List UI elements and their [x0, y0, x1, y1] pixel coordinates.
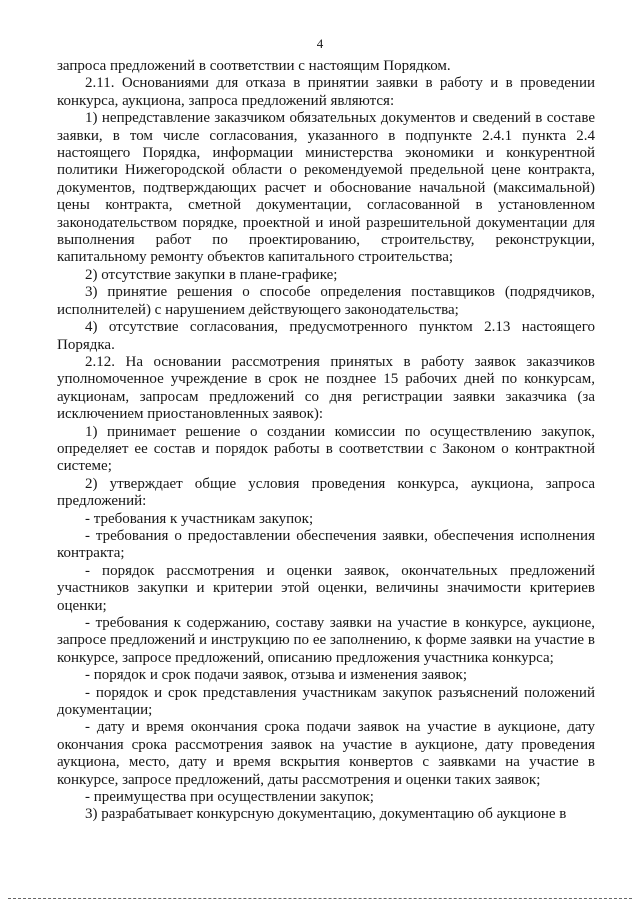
paragraph: - дату и время окончания срока подачи заявок на участие в аукционе, дату окончания срока рассмотрения заявок на участие в аукционе, дату проведения аукциона, место, дату и время вскрытия конвертов с заявками на участие в конкурсе, запросе предложений, даты рассмотрения и оценки таких заявок; [57, 719, 595, 788]
paragraph: 3) разрабатывает конкурсную документацию, документацию об аукционе в [85, 806, 567, 823]
paragraph: 2) утверждает общие условия проведения конкурса, аукциона, запроса предложений: [57, 475, 595, 510]
paragraph: - порядок и срок подачи заявок, отзыва и изменения заявок; [85, 667, 467, 684]
paragraph: 4) отсутствие согласования, предусмотренного пунктом 2.13 настоящего Порядка. [57, 319, 595, 353]
paragraph: - порядок рассмотрения и оценки заявок, окончательных предложений участников закупки и критерии этой оценки, величины значимости критериев оценки; [57, 562, 595, 614]
document-body [57, 58, 595, 824]
paragraph: 1) принимает решение о создании комиссии по осуществлению закупок, определяет ее состав и порядок работы в соответствии с Законом о контрактной системе; [57, 423, 595, 475]
paragraph: запроса предложений в соответствии с настоящим Порядком. [57, 58, 451, 74]
paragraph: - требования к содержанию, составу заявки на участие в конкурсе, аукционе, запросе предложений и инструкцию по ее заполнению, к форме заявки на участие в конкурсе, запросе предложений, описанию предложения участника конкурса; [57, 615, 595, 666]
paragraph: 2) отсутствие закупки в плане-графике; [85, 266, 338, 283]
paragraph: 3) принятие решения о способе определения поставщиков (подрядчиков, исполнителей) с нарушением действующего законодательства; [57, 284, 595, 318]
paragraph: 1) непредставление заказчиком обязательных документов и сведений в составе заявки, в том числе согласования, указанного в подпункте 2.4.1 пункта 2.4 настоящего Порядка, информации министерства экономики и конкурентной политики Нижегородской области о рекомендуемой предельной цене контракта, документов, подтверждающих расчет и обоснование начальной (максимальной) цены контракта, сметной документации, согласованной в установленном законодательством порядке, проектной и иной разрешительной документации для выполнения работ по проектированию, строительству, реконструкции, капитальному ремонту объектов капитального строительства; [57, 110, 595, 266]
scan-edge-divider [8, 898, 632, 899]
paragraph: - преимущества при осуществлении закупок; [85, 789, 374, 806]
paragraph: 2.11. Основаниями для отказа в принятии заявки в работу и в проведении конкурса, аукциона, запроса предложений являются: [57, 75, 595, 109]
page-number: 4 [316, 36, 324, 51]
paragraph: - требования к участникам закупок; [85, 510, 314, 527]
paragraph: 2.12. На основании рассмотрения принятых в работу заявок заказчиков уполномоченное учреждение в срок не позднее 15 рабочих дней по конкурсам, аукционам, запросам предложений со дня регистрации заявки заказчика (за исключением приостановленных заявок): [57, 353, 595, 423]
paragraph: - требования о предоставлении обеспечения заявки, обеспечения исполнения контракта; [57, 527, 595, 562]
paragraph: - порядок и срок представления участникам закупок разъяснений положений документации; [57, 684, 595, 719]
